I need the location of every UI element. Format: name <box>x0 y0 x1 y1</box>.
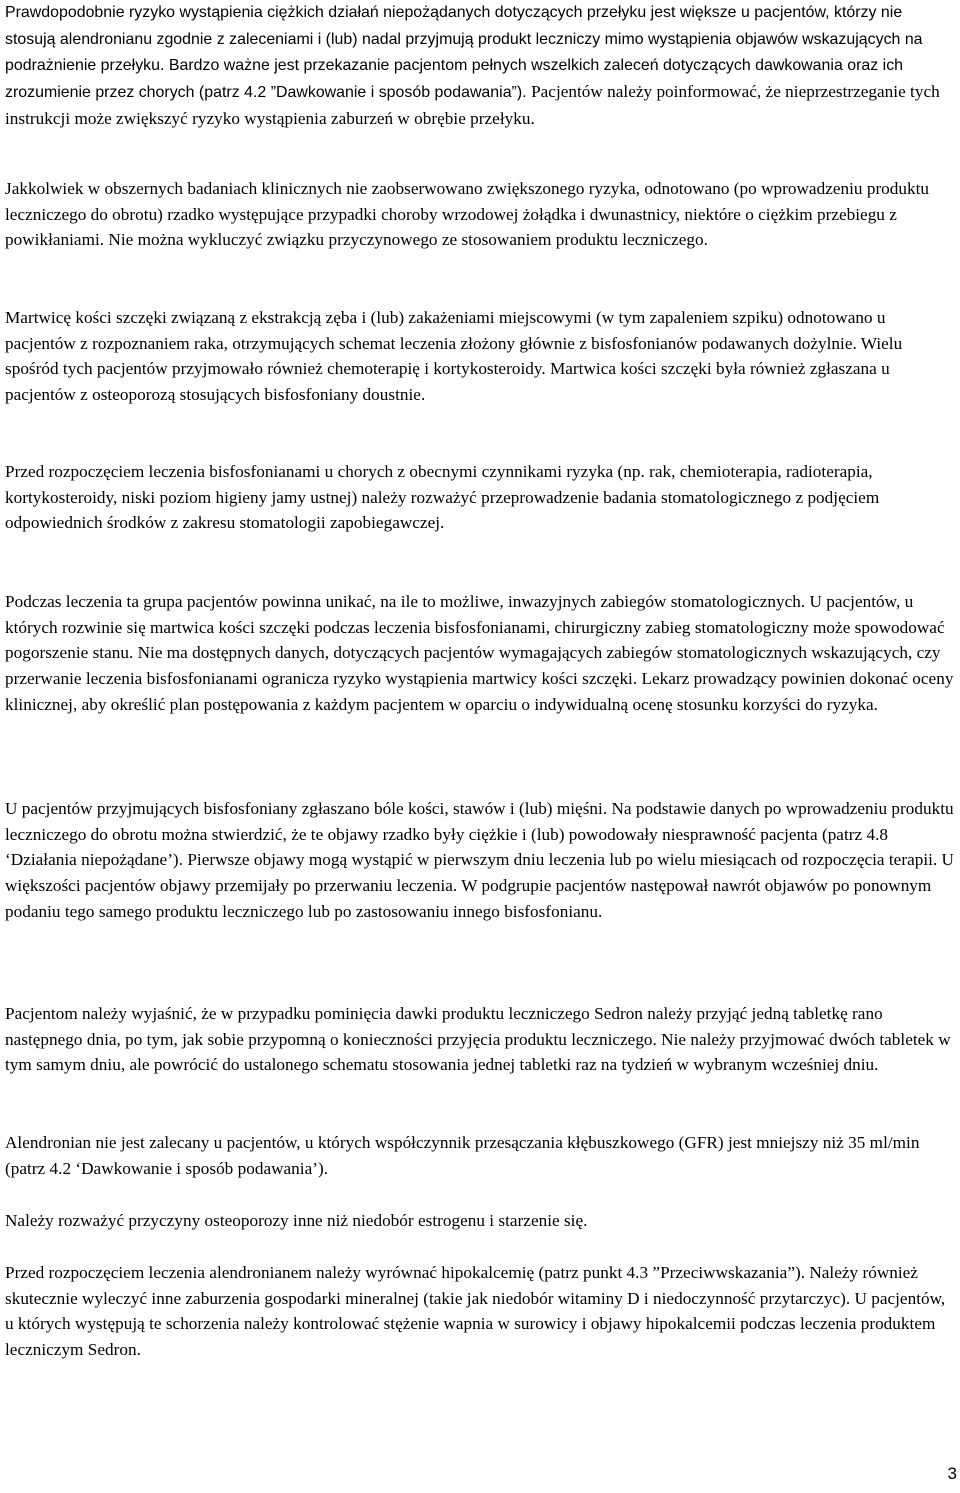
paragraph-text: Martwicę kości szczęki związaną z ekstrakcją zęba i (lub) zakażeniami miejscowymi (w tym zapaleniem szpiku) odnotowano u pacjentów z rozpoznaniem raka, otrzymujących schemat leczenia złożony głównie z bisfosfonianów podawanych dożylnie. Wielu spośród tych pacjentów przyjmowało również chemoterapię i kortykosteroidy. Martwica kości szczęki była również zgłaszana u pacjentów z osteoporozą stosujących bisfosfoniany doustnie. <box>5 308 903 405</box>
paragraph-missed-dose <box>5 1001 957 1078</box>
paragraph-osteonecrosis-jaw <box>5 305 957 408</box>
paragraph-text: Pacjentom należy wyjaśnić, że w przypadku pominięcia dawki produktu leczniczego Sedron należy przyjąć jedną tabletkę rano następnego dnia, po tym, jak sobie przypomną o konieczności przyjęcia produktu leczniczego. Nie należy przyjmować dwóch tabletek w tym samym dniu, ale powrócić do ustalonego schematu stosowania jednej tabletki raz na tydzień w wybranym wcześniej dniu. <box>5 1004 951 1075</box>
paragraph-segment: Pacjentów należy poinformować, że nieprzestrzeganie tych instrukcji może zwiększyć ryzyko wystąpienia zaburzeń w obrębie przełyku. <box>5 82 940 128</box>
paragraph-hypocalcemia <box>5 1260 957 1363</box>
paragraph-osteoporosis-causes <box>5 1208 587 1234</box>
paragraph-text: U pacjentów przyjmujących bisfosfoniany zgłaszano bóle kości, stawów i (lub) mięśni. Na podstawie danych po wprowadzeniu produktu leczniczego do obrotu można stwierdzić, że te objawy rzadko były ciężkie i (lub) powodowały niesprawność pacjenta (patrz 4.8 ‘Działania niepożądane’). Pierwsze objawy mogą wystąpić w pierwszym dniu leczenia lub po wielu miesiącach od rozpoczęcia terapii. U większości pacjentów objawy przemijały po przerwaniu leczenia. W podgrupie pacjentów następował nawrót objawów po ponownym podaniu tego samego produktu leczniczego lub po zastosowaniu innego bisfosfonianu. <box>5 799 954 921</box>
paragraph-text: Przed rozpoczęciem leczenia bisfosfonianami u chorych z obecnymi czynnikami ryzyka (np. rak, chemioterapia, radioterapia, kortykosteroidy, niski poziom higieny jamy ustnej) należy rozważyć przeprowadzenie badania stomatologicznego z podjęciem odpowiednich środków z zakresu stomatologii zapobiegawczej. <box>5 462 880 533</box>
paragraph-text: Alendronian nie jest zalecany u pacjentów, u których współczynnik przesączania kłębuszkowego (GFR) jest mniejszy niż 35 ml/min (patrz 4.2 ‘Dawkowanie i sposób podawania’). <box>5 1133 920 1178</box>
paragraph-peptic-ulcer <box>5 176 957 253</box>
paragraph-text: Przed rozpoczęciem leczenia alendronianem należy wyrównać hipokalcemię (patrz punkt 4.3 ”Przeciwwskazania”). Należy również skutecznie wyleczyć inne zaburzenia gospodarki mineralnej (takie jak niedobór witaminy D i niedoczynność przytarczyc). U pacjentów, u których występują te schorzenia należy kontrolować stężenie wapnia w surowicy i objawy hipokalcemii podczas leczenia produktem leczniczym Sedron. <box>5 1263 946 1360</box>
paragraph-musculoskeletal-pain <box>5 796 957 925</box>
paragraph-esophageal-risk <box>5 0 957 132</box>
paragraph-renal-impairment <box>5 1130 957 1181</box>
paragraph-text: Podczas leczenia ta grupa pacjentów powinna unikać, na ile to możliwe, inwazyjnych zabiegów stomatologicznych. U pacjentów, u których rozwinie się martwica kości szczęki podczas leczenia bisfosfonianami, chirurgiczny zabieg stomatologiczny może spowodować pogorszenie stanu. Nie ma dostępnych danych, dotyczących pacjentów wymagających zabiegów stomatologicznych wskazujących, czy przerwanie leczenia bisfosfonianami ogranicza ryzyko wystąpienia martwicy kości szczęki. Lekarz prowadzący powinien dokonać oceny klinicznej, aby określić plan postępowania z każdym pacjentem w oparciu o indywidualną ocenę stosunku korzyści do ryzyka. <box>5 592 954 714</box>
page-number: 3 <box>947 1464 957 1483</box>
paragraph-segment: Prawdopodobnie ryzyko wystąpienia ciężkich działań niepożądanych dotyczących przełyku jest większe u pacjentów, którzy nie stosują alendronianu zgodnie z zaleceniami i (lub) nadal przyjmują produkt leczniczy mimo wystąpienia objawów wskazujących na podrażnienie przełyku. Bardzo ważne jest przekazanie pacjentom pełnych wszelkich zaleceń dotyczących dawkowania oraz ich zrozumienie przez chorych (patrz 4.2 ”Dawkowanie i sposób podawania”). <box>5 4 923 102</box>
paragraph-text: Jakkolwiek w obszernych badaniach klinicznych nie zaobserwowano zwiększonego ryzyka, odnotowano (po wprowadzeniu produktu leczniczego do obrotu) rzadko występujące przypadki choroby wrzodowej żołądka i dwunastnicy, niektóre o ciężkim przebiegu z powikłaniami. Nie można wykluczyć związku przyczynowego ze stosowaniem produktu leczniczego. <box>5 179 930 250</box>
paragraph-invasive-dental <box>5 589 957 718</box>
paragraph-dental-exam <box>5 459 957 536</box>
paragraph-text: Należy rozważyć przyczyny osteoporozy inne niż niedobór estrogenu i starzenie się. <box>5 1211 588 1230</box>
